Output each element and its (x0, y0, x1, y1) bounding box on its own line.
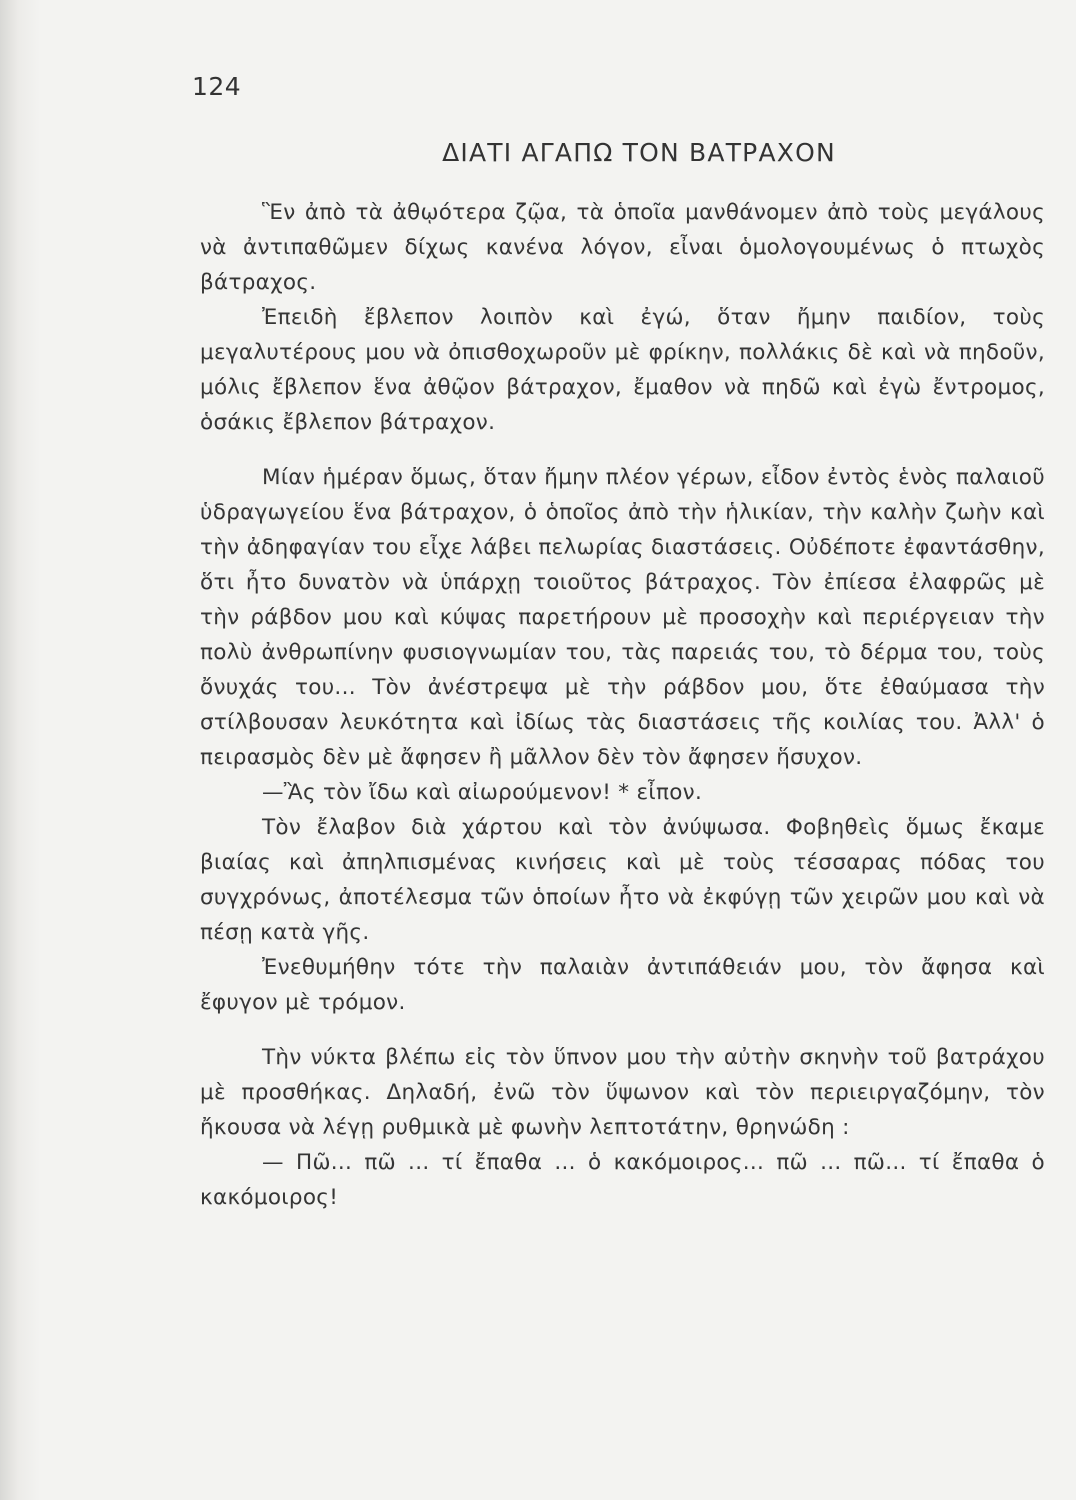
paragraph-8: — Πῶ... πῶ ... τί ἔπαθα ... ὁ κακόμοιρος... πῶ ... πῶ... τί ἔπαθα ὁ κακόμοιρος! (200, 1150, 1045, 1210)
paragraph-5: Τὸν ἔλαβον διὰ χάρτου καὶ τὸν ἀνύψωσα. Φοβηθεὶς ὅμως ἔκαμε βιαίας καὶ ἀπηλπισμένας κινήσεις καὶ μὲ τοὺς τέσσαρας πόδας του συγχρόνως, ἀποτέλεσμα τῶν ὁποίων ἦτο νὰ ἐκφύγῃ τῶν χειρῶν μου καὶ νὰ πέσῃ κατὰ γῆς. (200, 815, 1045, 945)
page-number: 124 (192, 72, 242, 101)
paragraph-1: Ἓν ἀπὸ τὰ ἀθῳότερα ζῷα, τὰ ὁποῖα μανθάνομεν ἀπὸ τοὺς μεγάλους νὰ ἀντιπαθῶμεν δίχως κανένα λόγον, εἶναι ὁμολογουμένως ὁ πτωχὸς βάτραχος. (200, 200, 1045, 295)
paragraph-3: Μίαν ἡμέραν ὅμως, ὅταν ἤμην πλέον γέρων, εἶδον ἐντὸς ἑνὸς παλαιοῦ ὑδραγωγείου ἕνα βάτραχον, ὁ ὁποῖος ἀπὸ τὴν ἡλικίαν, τὴν καλὴν ζωὴν καὶ τὴν ἀδηφαγίαν του εἶχε λάβει πελωρίας διαστάσεις. Οὐδέποτε ἐφαντάσθην, ὅτι ἦτο δυνατὸν νὰ ὑπάρχῃ τοιοῦτος βάτραχος. Τὸν ἐπίεσα ἐλαφρῶς μὲ τὴν ράβδον μου καὶ κύψας παρετήρουν μὲ προσοχὴν καὶ περιέργειαν τὴν πολὺ ἀνθρωπίνην φυσιογνωμίαν του, τὰς παρειάς του, τὸ δέρμα του, τοὺς ὄνυχάς του... Τὸν ἀνέστρεψα μὲ τὴν ράβδον μου, ὅτε ἐθαύμασα τὴν στίλβουσαν λευκότητα καὶ ἰδίως τὰς διαστάσεις τῆς κοιλίας του. Ἀλλ' ὁ πειρασμὸς δὲν μὲ ἄφησεν ἢ μᾶλλον δὲν τὸν ἄφησεν ἥσυχον. (200, 465, 1045, 770)
chapter-title: ΔΙΑΤΙ ΑΓΑΠΩ ΤΟΝ ΒΑΤΡΑΧΟΝ (442, 138, 836, 167)
paragraph-4: —Ἂς τὸν ἴδω καὶ αἰωρούμενον! * εἶπον. (262, 780, 703, 805)
body-text (200, 195, 1045, 1215)
paragraph-2: Ἐπειδὴ ἔβλεπον λοιπὸν καὶ ἐγώ, ὅταν ἤμην παιδίον, τοὺς μεγαλυτέρους μου νὰ ὀπισθοχωροῦν μὲ φρίκην, πολλάκις δὲ καὶ νὰ πηδοῦν, μόλις ἔβλεπον ἕνα ἀθῷον βάτραχον, ἔμαθον νὰ πηδῶ καὶ ἐγὼ ἔντρομος, ὁσάκις ἔβλεπον βάτραχον. (200, 305, 1045, 435)
paragraph-6: Ἐνεθυμήθην τότε τὴν παλαιὰν ἀντιπάθειάν μου, τὸν ἄφησα καὶ ἔφυγον μὲ τρόμον. (200, 955, 1045, 1015)
paragraph-7: Τὴν νύκτα βλέπω εἰς τὸν ὕπνον μου τὴν αὐτὴν σκηνὴν τοῦ βατράχου μὲ προσθήκας. Δηλαδή, ἐνῶ τὸν ὕψωνον καὶ τὸν περιειργαζόμην, τὸν ἤκουσα νὰ λέγῃ ρυθμικὰ μὲ φωνὴν λεπτοτάτην, θρηνώδη : (200, 1045, 1045, 1140)
